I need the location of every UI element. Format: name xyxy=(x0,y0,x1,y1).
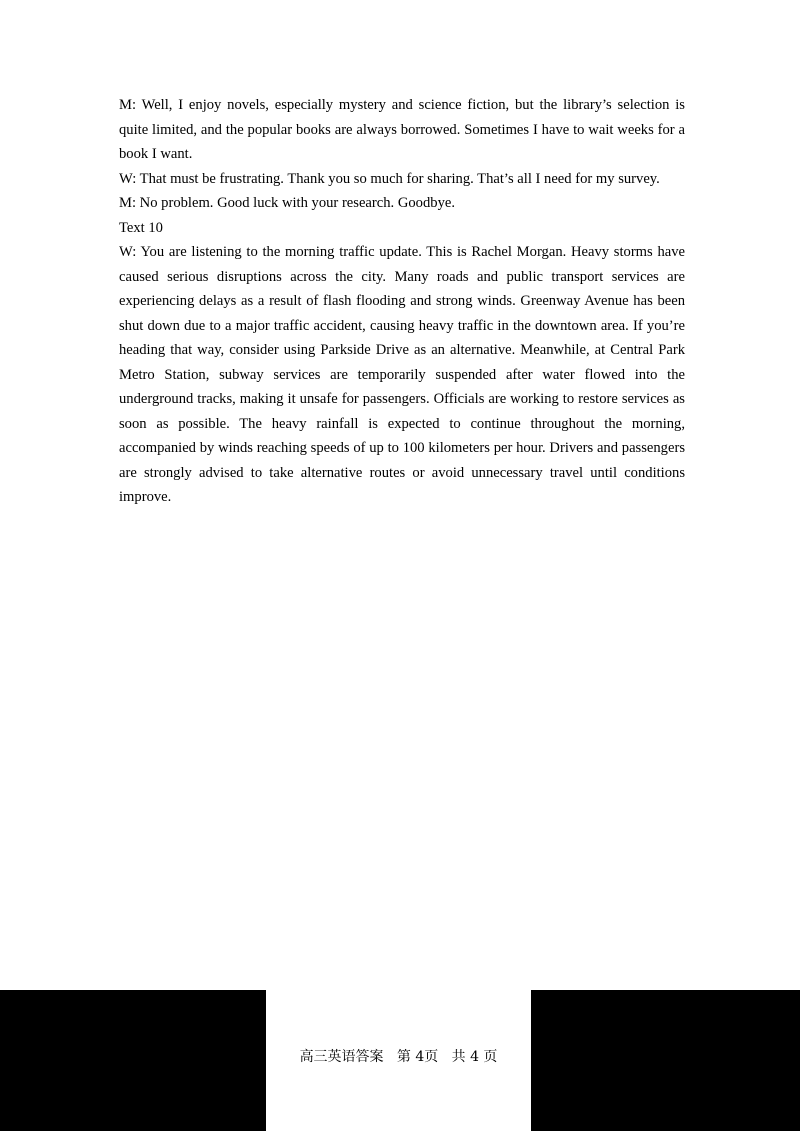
document-body xyxy=(119,93,685,510)
traffic-update-paragraph: W: You are listening to the morning traffic update. This is Rachel Morgan. Heavy storms have caused serious disruptions across the city. Many roads and public transport services are experiencing delays as a result of flash flooding and strong winds. Greenway Avenue has been shut down due to a major traffic accident, causing heavy traffic in the downtown area. If you’re heading that way, consider using Parkside Drive as an alternative. Meanwhile, at Central Park Metro Station, subway services are temporarily suspended after water flowed into the underground tracks, making it unsafe for passengers. Officials are working to restore services as soon as possible. The heavy rainfall is expected to continue throughout the morning, accompanied by winds reaching speeds of up to 100 kilometers per hour. Drivers and passengers are strongly advised to take alternative routes or avoid unnecessary travel until conditions improve. xyxy=(119,244,685,505)
dialogue-line-m-goodbye: M: No problem. Good luck with your research. Goodbye. xyxy=(119,195,455,211)
dialogue-line-m-novels: M: Well, I enjoy novels, especially mystery and science fiction, but the library’s selection is quite limited, and the popular books are always borrowed. Sometimes I have to wait weeks for a book I want. xyxy=(119,97,685,162)
footer-redaction-right xyxy=(531,990,800,1131)
page-footer: 高三英语答案 第 4页 共 4 页 xyxy=(299,1049,498,1065)
dialogue-line-w-thanks: W: That must be frustrating. Thank you so much for sharing. That’s all I need for my survey. xyxy=(119,170,660,187)
footer-redaction-left xyxy=(0,990,266,1131)
section-heading-text-10: Text 10 xyxy=(119,219,163,236)
